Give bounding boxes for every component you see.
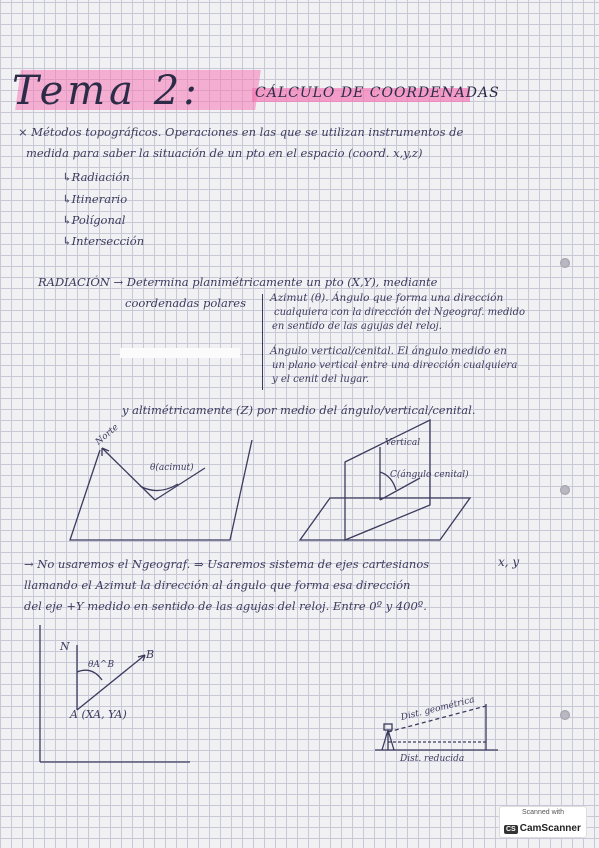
fig2-horizontal-plane bbox=[300, 498, 470, 540]
vertical-line-3: y el cenit del lugar. bbox=[272, 374, 370, 385]
polar-label: coordenadas polares bbox=[125, 296, 247, 310]
method-item: ↳Radiación bbox=[62, 170, 130, 184]
azimut-line-1: Azimut (θ). Ángulo que forma una dirección bbox=[270, 292, 504, 304]
scanner-brand bbox=[504, 823, 581, 834]
method-item: ↳Polígonal bbox=[62, 213, 126, 227]
punch-hole bbox=[560, 485, 570, 495]
cartesian-line-3: del eje +Y medido en sentido de las agujas del reloj. Entre 0º y 400º. bbox=[24, 599, 427, 613]
azimut-line-2: cualquiera con la dirección del Ngeograf. medido bbox=[274, 307, 526, 318]
fig4-reduc-label: Dist. reducida bbox=[400, 754, 465, 764]
scanner-watermark bbox=[499, 806, 587, 838]
fig4-geom-label: Dist. geométrica bbox=[399, 695, 476, 723]
cartesian-line-2: llamando el Azimut la dirección al ángulo que forma esa dirección bbox=[24, 578, 411, 592]
page-subtitle: CÁLCULO DE COORDENADAS bbox=[255, 85, 500, 101]
vertical-line-2: un plano vertical entre una dirección cualquiera bbox=[272, 360, 518, 371]
fig3-n-label: N bbox=[60, 640, 70, 653]
fig3-point-label: A (XA, YA) bbox=[70, 708, 127, 721]
fig3-angle bbox=[77, 670, 102, 680]
scanner-brand-text: CamScanner bbox=[519, 823, 581, 834]
fig4-instrument bbox=[384, 724, 392, 730]
fig1-north bbox=[102, 448, 155, 500]
cartesian-line-1: → No usaremos el Ngeograf. ⇒ Usaremos sistema de ejes cartesianos bbox=[24, 557, 430, 571]
radiacion-heading: RADIACIÓN → Determina planimétricamente un pto (X,Y), mediante bbox=[38, 275, 438, 289]
fig2-vertical-label: Vertical bbox=[385, 438, 421, 448]
intro-line-2: medida para saber la situación de un pto en el espacio (coord. x,y,z) bbox=[26, 146, 423, 160]
fig2-direction bbox=[380, 478, 420, 500]
altimetric-line: y altimétricamente (Z) por medio del ángulo/vertical/cenital. bbox=[122, 403, 476, 417]
fig2-cenital-label: C(ángulo cenital) bbox=[390, 470, 469, 480]
fig1-north-label: Norte bbox=[93, 422, 121, 448]
method-item: ↳Itinerario bbox=[62, 192, 128, 206]
scanner-caption: Scanned with bbox=[521, 809, 565, 816]
intro-line-1: × Métodos topográficos. Operaciones en las que se utilizan instrumentos de bbox=[18, 125, 464, 139]
page-title: Tema 2: bbox=[12, 68, 201, 114]
azimut-line-3: en sentido de las agujas del reloj. bbox=[272, 321, 442, 332]
scanner-logo-icon: CS bbox=[506, 826, 516, 833]
punch-hole bbox=[560, 710, 570, 720]
method-item: ↳Intersección bbox=[62, 234, 145, 248]
axes-label: x, y bbox=[498, 555, 520, 569]
fig3-b-label: B bbox=[146, 648, 155, 661]
fig3-theta-label: θA^B bbox=[88, 660, 115, 670]
vertical-line-1: Ángulo vertical/cenital. El ángulo medido en bbox=[270, 345, 507, 357]
fig4-tripod bbox=[382, 730, 394, 750]
fig1-theta-label: θ(acimut) bbox=[150, 463, 194, 473]
